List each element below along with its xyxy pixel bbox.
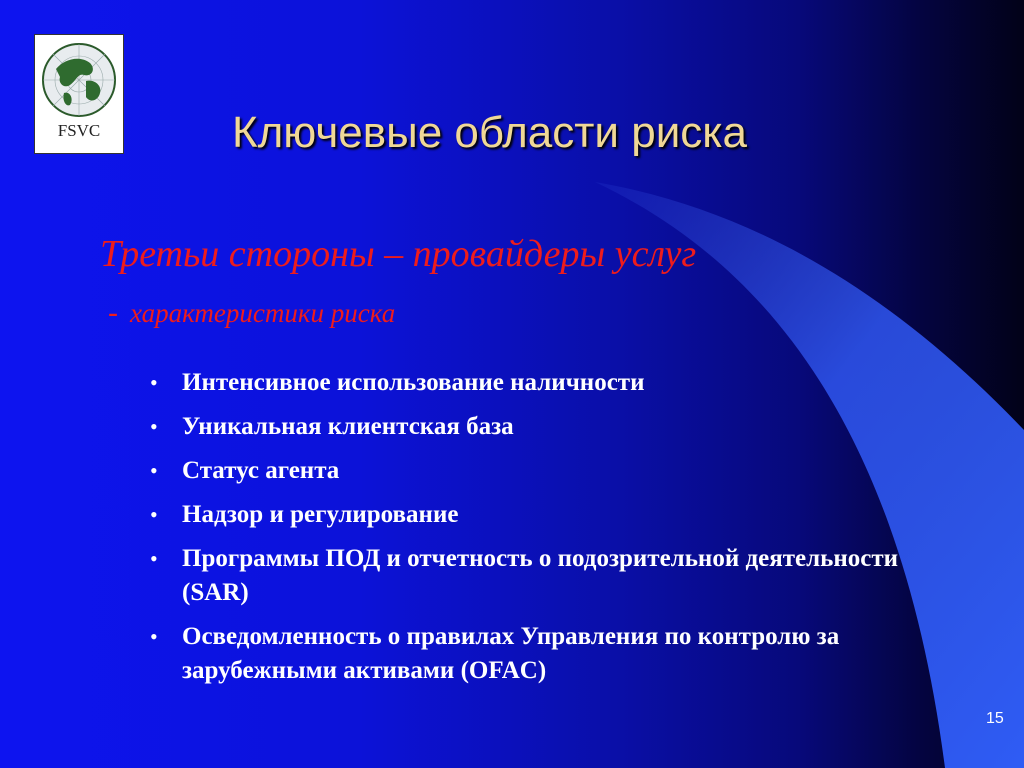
slide-subtitle: Третьи стороны – провайдеры услуг (100, 233, 697, 275)
list-item-text: Надзор и регулирование (182, 501, 459, 528)
bullet-icon: • (150, 624, 158, 649)
slide-subtitle-secondary (108, 296, 395, 330)
bullet-list (150, 366, 910, 698)
list-item (150, 454, 910, 488)
list-item (150, 410, 910, 444)
bullet-icon: • (150, 502, 158, 527)
subtitle-secondary-text: характеристики риска (130, 298, 396, 328)
fsvc-logo (34, 34, 124, 154)
list-item (150, 542, 910, 610)
list-item-text: Интенсивное использование наличности (182, 369, 645, 396)
list-item (150, 620, 910, 688)
list-item-text: Статус агента (182, 457, 340, 484)
list-item-text: Уникальная клиентская база (182, 413, 514, 440)
bullet-icon: • (150, 546, 158, 571)
list-item-text: Осведомленность о правилах Управления по контролю за зарубежными активами (OFAC) (182, 623, 840, 684)
subtitle-dash: - (108, 296, 118, 329)
page-number: 15 (986, 710, 1004, 727)
list-item (150, 366, 910, 400)
bullet-icon: • (150, 414, 158, 439)
globe-icon (40, 41, 118, 119)
list-item-text: Программы ПОД и отчетность о подозрительной деятельности (SAR) (182, 545, 899, 606)
bullet-icon: • (150, 370, 158, 395)
list-item (150, 498, 910, 532)
slide-title: Ключевые области риска (232, 108, 747, 157)
logo-text: FSVC (57, 121, 101, 140)
bullet-icon: • (150, 458, 158, 483)
